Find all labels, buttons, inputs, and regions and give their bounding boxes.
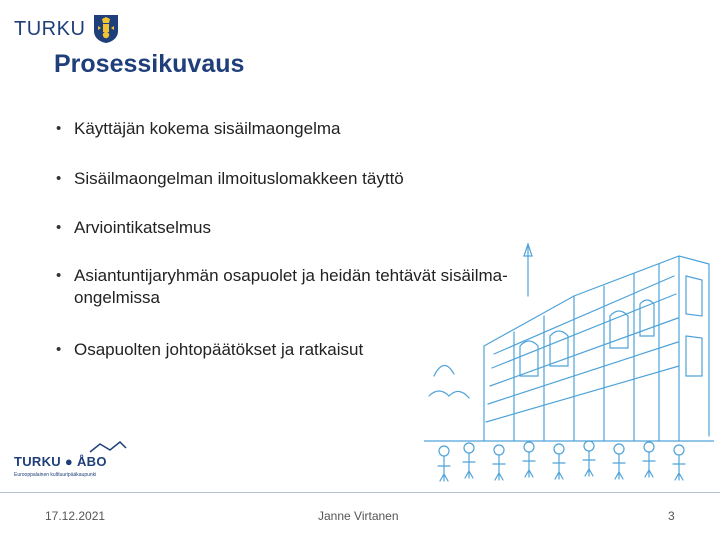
bullet-marker: • [56,120,62,137]
building-sketch-illustration [424,236,714,491]
turku-abo-logo [14,440,134,484]
bullet-text: Käyttäjän kokema sisäilmaongelma [74,119,341,138]
page-number: 3 [668,509,675,523]
footer-author: Janne Virtanen [318,509,399,523]
bullet-marker: • [56,267,62,284]
bullet-text: Osapuolten johtopäätökset ja ratkaisut [74,340,364,359]
slide-title: Prosessikuvaus [54,50,245,78]
bullet-marker: • [56,219,62,236]
bullet-text: Asiantuntijaryhmän osapuolet ja heidän tehtävät sisäilma- ongelmissa [74,266,508,307]
bullet-marker: • [56,341,62,358]
footer-date: 17.12.2021 [45,509,106,523]
bottom-logo-text: TURKU ● ÅBO [14,454,107,469]
turku-logo [14,14,119,44]
bullet-marker: • [56,170,62,187]
bottom-logo-subtitle: Eurooppalainen kulttuuripääkaupunki [14,472,97,478]
bullet-text: Sisäilmaongelman ilmoituslomakkeen täyttö [74,169,404,188]
logo-text: TURKU [14,17,86,40]
footer-divider [0,492,720,493]
bullet-item [56,118,616,140]
bullet-item [56,168,616,190]
bullet-text: Arviointikatselmus [74,218,211,237]
turku-crest-icon [93,14,119,44]
